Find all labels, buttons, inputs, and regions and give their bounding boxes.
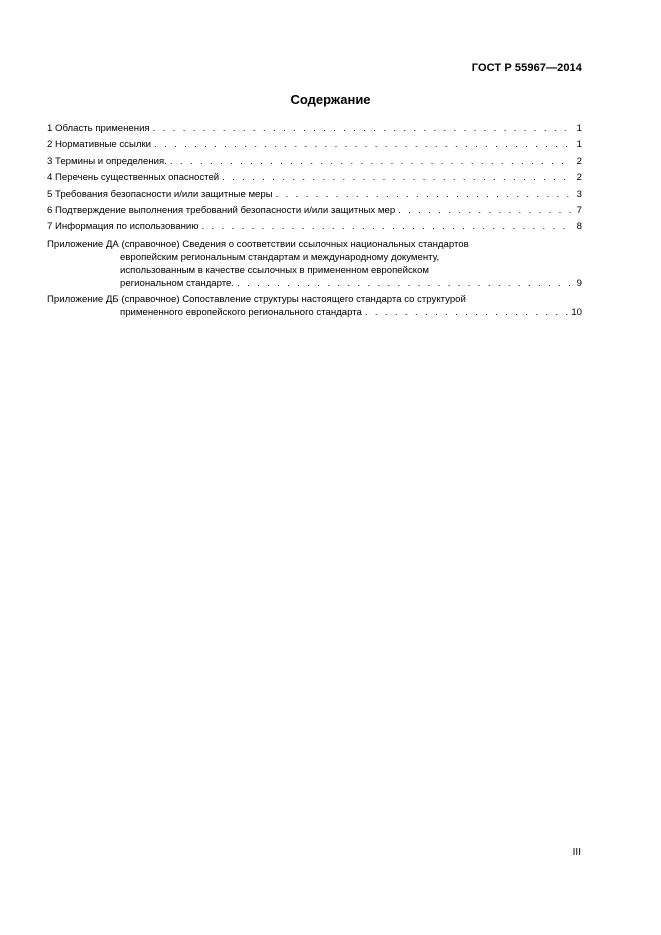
toc-appendix-da[interactable] [47,238,582,291]
table-of-contents [47,121,582,321]
toc-entry-page: 10 [571,306,582,318]
dot-leader [365,306,569,319]
appendix-last-line [47,277,582,290]
toc-entry-label: 3 Термины и определения. [47,155,167,167]
toc-entry-label: 1 Область применения [47,123,150,134]
dot-leader [170,154,571,170]
toc-entry[interactable] [47,219,582,235]
appendix-last-line [47,306,582,319]
toc-entry-page: 3 [576,188,582,200]
toc-entry-page: 1 [576,139,582,151]
dot-leader [153,121,571,137]
toc-entry[interactable] [47,137,582,153]
document-id: ГОСТ Р 55967—2014 [471,62,582,74]
toc-entry-page: 1 [576,123,582,134]
toc-entry[interactable] [47,154,582,170]
dot-leader [398,203,571,219]
dot-leader [276,187,571,203]
appendix-line: Приложение ДА (справочное) Сведения о соответствии ссылочных национальных стандартов [47,238,469,250]
toc-title: Содержание [290,92,371,107]
toc-entry-label: 4 Перечень существенных опасностей [47,172,220,184]
toc-entry-page: 2 [576,155,582,167]
toc-entry-label: 6 Подтверждение выполнения требований безопасности и/или защитных мер [47,205,396,217]
toc-entry[interactable] [47,170,582,186]
toc-entry-page: 8 [576,221,582,233]
appendix-line: использованным в качестве ссылочных в примененном европейском [120,265,429,277]
appendix-line: европейским региональным стандартам и международному документу, [120,252,440,264]
toc-entry-page: 7 [576,205,582,217]
dot-leader [222,170,571,186]
dot-leader [201,219,571,235]
toc-entry-page: 2 [576,172,582,184]
dot-leader [237,277,571,290]
appendix-line: примененного европейского регионального стандарта [120,306,362,318]
toc-entry-label: 2 Нормативные ссылки [47,139,152,151]
toc-entry[interactable] [47,187,582,203]
toc-entry-label: 7 Информация по использованию [47,221,199,233]
toc-appendix-db[interactable] [47,293,582,319]
toc-entry[interactable] [47,121,582,137]
dot-leader [154,137,571,153]
toc-entry-page: 9 [576,278,582,290]
appendix-line: региональном стандарте. [120,278,235,290]
toc-entry[interactable] [47,203,582,219]
appendix-line: Приложение ДБ (справочное) Сопоставление структуры настоящего стандарта со структурой [47,293,466,305]
page-number: III [572,847,581,858]
toc-entry-label: 5 Требования безопасности и/или защитные меры [47,188,273,200]
